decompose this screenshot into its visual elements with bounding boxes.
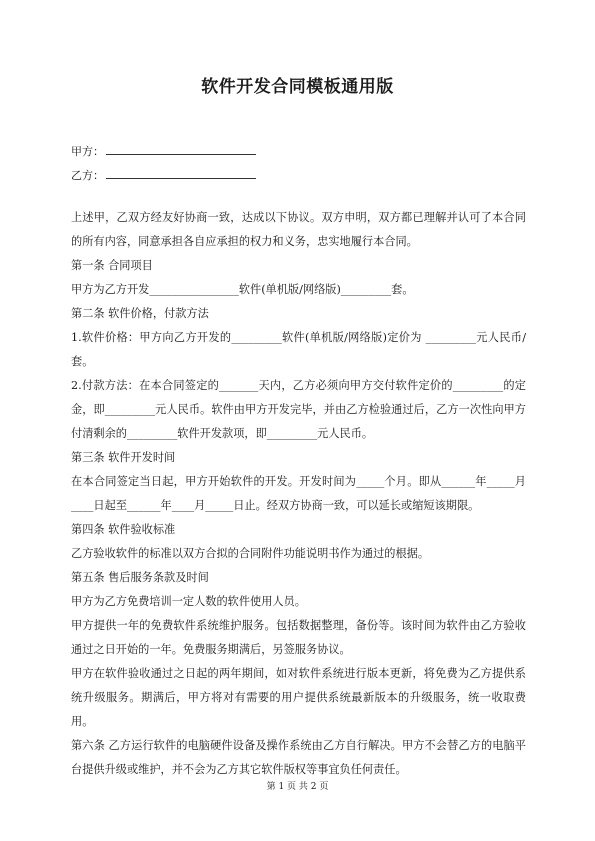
party-a-blank[interactable] bbox=[106, 143, 256, 155]
article-5-training: 甲方为乙方免费培训一定人数的软件使用人员。 bbox=[71, 595, 306, 608]
page-footer: 第 1 页 共 2 页 bbox=[266, 782, 329, 792]
article-2-heading: 第二条 软件价格，付款方法 bbox=[71, 307, 209, 320]
article-2-price: 1.软件价格：甲方向乙方开发的_________软件(单机版/网络版)定价为 _________元人民币/套。 bbox=[71, 331, 526, 368]
article-1-heading: 第一条 合同项目 bbox=[71, 259, 153, 272]
article-4-text: 乙方验收软件的标准以双方合拟的合同附件功能说明书作为通过的根据。 bbox=[71, 547, 430, 560]
contract-body bbox=[71, 206, 526, 782]
article-5-upgrade: 甲方在软件验收通过之日起的两年期间，如对软件系统进行版本更新，将免费为乙方提供系统升级服务。期满后，甲方将对有需要的用户提供系统最新版本的升级服务，统一收取费用。 bbox=[71, 667, 526, 728]
intro-paragraph: 上述甲，乙双方经友好协商一致，达成以下协议。双方申明，双方都已理解并认可了本合同的所有内容，同意承担各自应承担的权力和义务，忠实地履行本合同。 bbox=[71, 211, 526, 248]
article-5-maintenance: 甲方提供一年的免费软件系统维护服务。包括数据整理，备份等。该时间为软件由乙方验收通过之日开始的一年。免费服务期满后，另签服务协议。 bbox=[71, 619, 526, 656]
article-4-heading: 第四条 软件验收标准 bbox=[71, 523, 176, 536]
article-6-text: 第六条 乙方运行软件的电脑硬件设备及操作系统由乙方自行解决。甲方不会替乙方的电脑平台提供升级或维护，并不会为乙方其它软件版权等事宜负任何责任。 bbox=[71, 739, 526, 776]
article-1-text: 甲方为乙方开发________________软件(单机版/网络版)_________套。 bbox=[71, 283, 414, 296]
article-2-payment: 2.付款方法：在本合同签定的_______天内，乙方必须向甲方交付软件定价的_________的定金，即_________元人民币。软件由甲方开发完毕，并由乙方检验通过后，乙方一次性向甲方付清剩余的_________软件开发款项，即_________元人民币。 bbox=[71, 379, 526, 440]
party-a-label: 甲方： bbox=[71, 145, 104, 158]
party-a-line bbox=[71, 143, 256, 160]
party-b-line bbox=[71, 167, 256, 184]
page-title: 软件开发合同模板通用版 bbox=[201, 77, 394, 97]
article-5-heading: 第五条 售后服务条款及时间 bbox=[71, 571, 209, 584]
party-b-label: 乙方： bbox=[71, 169, 104, 182]
article-3-heading: 第三条 软件开发时间 bbox=[71, 451, 176, 464]
party-b-blank[interactable] bbox=[106, 167, 256, 179]
article-3-text: 在本合同签定当日起，甲方开始软件的开发。开发时间为_____个月。即从______年_____月____日起至______年____月_____日止。经双方协商一致，可以延长或缩短该期限。 bbox=[71, 475, 526, 512]
